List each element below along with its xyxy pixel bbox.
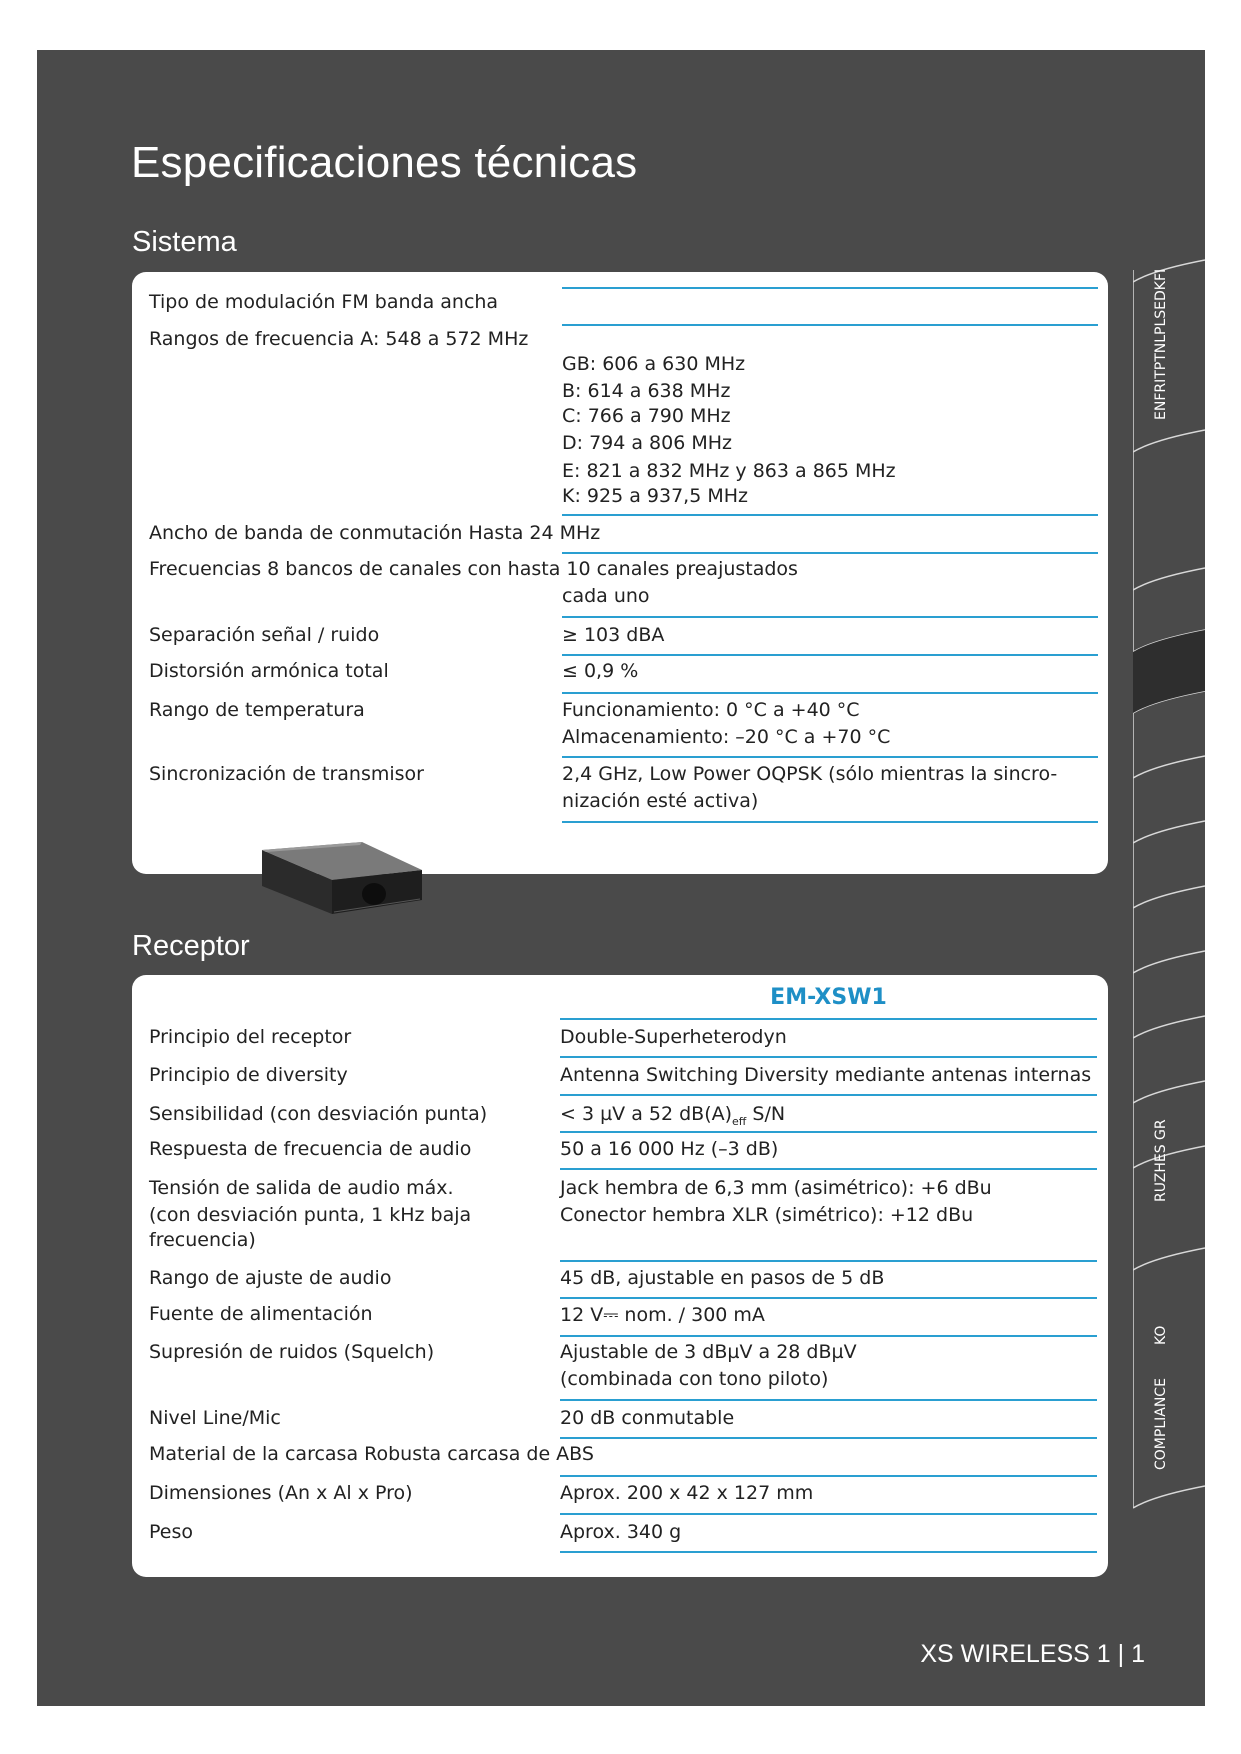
output-voltage-value-xlr: Conector hembra XLR (simétrico): +12 dBu bbox=[560, 1204, 974, 1226]
squelch-value-line2: (combinada con tono piloto) bbox=[560, 1368, 829, 1390]
divider bbox=[562, 514, 1098, 516]
sistema-card bbox=[132, 272, 1108, 874]
sync-value-line2: nización esté activa) bbox=[562, 790, 759, 812]
divider bbox=[560, 1018, 1097, 1020]
weight-value: Aprox. 340 g bbox=[560, 1521, 682, 1543]
power-supply-value: 12 V⎓ nom. / 300 mA bbox=[560, 1304, 765, 1326]
diversity-label: Principio de diversity bbox=[149, 1064, 348, 1086]
frequency-range-d: D: 794 a 806 MHz bbox=[562, 432, 733, 454]
divider bbox=[560, 1131, 1097, 1133]
divider bbox=[562, 287, 1098, 289]
receiver-principle-value: Double-Superheterodyn bbox=[560, 1026, 787, 1048]
output-voltage-label-line1: Tensión de salida de audio máx. bbox=[149, 1177, 454, 1199]
line-mic-value: 20 dB conmutable bbox=[560, 1407, 735, 1429]
power-supply-label: Fuente de alimentación bbox=[149, 1303, 373, 1325]
sync-value-line1: 2,4 GHz, Low Power OQPSK (sólo mientras la sincro- bbox=[562, 763, 1058, 785]
tab-label-ko[interactable]: KO bbox=[1153, 1325, 1169, 1345]
frequency-response-label: Respuesta de frecuencia de audio bbox=[149, 1138, 472, 1160]
divider bbox=[560, 1513, 1097, 1515]
frequencies-spec: Frecuencias 8 bancos de canales con hasta 10 canales preajustados bbox=[149, 558, 798, 580]
section-heading-receptor: Receptor bbox=[132, 930, 250, 962]
divider bbox=[562, 821, 1098, 823]
page-title: Especificaciones técnicas bbox=[131, 138, 638, 187]
dimensions-value: Aprox. 200 x 42 x 127 mm bbox=[560, 1482, 814, 1504]
dimensions-label: Dimensiones (An x Al x Pro) bbox=[149, 1482, 413, 1504]
language-tabs bbox=[1133, 240, 1205, 1530]
frequency-range-e: E: 821 a 832 MHz y 863 a 865 MHz bbox=[562, 460, 896, 482]
section-heading-sistema: Sistema bbox=[132, 226, 237, 258]
frequencies-spec-cont: cada uno bbox=[562, 585, 650, 607]
squelch-label: Supresión de ruidos (Squelch) bbox=[149, 1341, 435, 1363]
frequency-range-c: C: 766 a 790 MHz bbox=[562, 405, 731, 427]
diversity-value: Antenna Switching Diversity mediante antenas internas bbox=[560, 1064, 1092, 1086]
receptor-card bbox=[132, 975, 1108, 1577]
divider bbox=[560, 1260, 1097, 1262]
audio-adjust-value: 45 dB, ajustable en pasos de 5 dB bbox=[560, 1267, 885, 1289]
divider bbox=[562, 324, 1098, 326]
tab-label-languages[interactable]: ENFRITPTNLPLSEDKFI bbox=[1153, 268, 1169, 420]
receiver-device-image bbox=[222, 842, 422, 972]
audio-adjust-label: Rango de ajuste de audio bbox=[149, 1267, 392, 1289]
sensitivity-value-sub: eff bbox=[732, 1114, 747, 1128]
frequency-range-gb: GB: 606 a 630 MHz bbox=[562, 353, 746, 375]
divider bbox=[560, 1335, 1097, 1337]
model-heading: EM-XSW1 bbox=[770, 985, 887, 1010]
sensitivity-value bbox=[560, 1101, 785, 1135]
temperature-value-storage: Almacenamiento: –20 °C a +70 °C bbox=[562, 726, 891, 748]
squelch-value-line1: Ajustable de 3 dBµV a 28 dBµV bbox=[560, 1341, 857, 1363]
sensitivity-label: Sensibilidad (con desviación punta) bbox=[149, 1103, 488, 1125]
divider bbox=[560, 1551, 1097, 1553]
divider bbox=[560, 1168, 1097, 1170]
page-footer: XS WIRELESS 1 | 1 bbox=[920, 1640, 1145, 1668]
divider bbox=[562, 654, 1098, 656]
temperature-label: Rango de temperatura bbox=[149, 699, 365, 721]
divider bbox=[560, 1056, 1097, 1058]
divider bbox=[560, 1297, 1097, 1299]
output-voltage-label-line2: (con desviación punta, 1 kHz baja bbox=[149, 1204, 472, 1226]
bandwidth-spec: Ancho de banda de conmutación Hasta 24 MHz bbox=[149, 522, 601, 544]
tab-label-ruzhes-gr[interactable]: RUZHES GR bbox=[1153, 1119, 1169, 1202]
snr-value: ≥ 103 dBA bbox=[562, 624, 665, 646]
output-voltage-label-line3: frecuencia) bbox=[149, 1229, 256, 1251]
divider bbox=[560, 1094, 1097, 1096]
language-tabs-shape bbox=[1133, 240, 1205, 1530]
divider bbox=[562, 552, 1098, 554]
snr-label: Separación señal / ruido bbox=[149, 624, 380, 646]
sensitivity-value-main: < 3 µV a 52 dB(A) bbox=[560, 1103, 733, 1125]
frequency-response-value: 50 a 16 000 Hz (–3 dB) bbox=[560, 1138, 779, 1160]
tab-label-compliance[interactable]: COMPLIANCE bbox=[1153, 1378, 1169, 1470]
thd-label: Distorsión armónica total bbox=[149, 660, 389, 682]
sync-label: Sincronización de transmisor bbox=[149, 763, 424, 785]
modulation-label: Tipo de modulación FM banda ancha bbox=[149, 291, 499, 313]
divider bbox=[562, 692, 1098, 694]
thd-value: ≤ 0,9 % bbox=[562, 660, 639, 682]
divider bbox=[560, 1437, 1097, 1439]
frequency-range-label: Rangos de frecuencia A: 548 a 572 MHz bbox=[149, 328, 529, 350]
sensitivity-value-suffix: S/N bbox=[746, 1103, 786, 1125]
weight-label: Peso bbox=[149, 1521, 193, 1543]
divider bbox=[560, 1399, 1097, 1401]
frequency-range-k: K: 925 a 937,5 MHz bbox=[562, 485, 748, 507]
divider bbox=[562, 616, 1098, 618]
housing-material-spec: Material de la carcasa Robusta carcasa de ABS bbox=[149, 1443, 594, 1465]
frequency-range-b: B: 614 a 638 MHz bbox=[562, 380, 731, 402]
receiver-principle-label: Principio del receptor bbox=[149, 1026, 352, 1048]
temperature-value-operating: Funcionamiento: 0 °C a +40 °C bbox=[562, 699, 860, 721]
output-voltage-value-jack: Jack hembra de 6,3 mm (asimétrico): +6 dBu bbox=[560, 1177, 992, 1199]
line-mic-label: Nivel Line/Mic bbox=[149, 1407, 281, 1429]
divider bbox=[562, 756, 1098, 758]
divider bbox=[560, 1475, 1097, 1477]
